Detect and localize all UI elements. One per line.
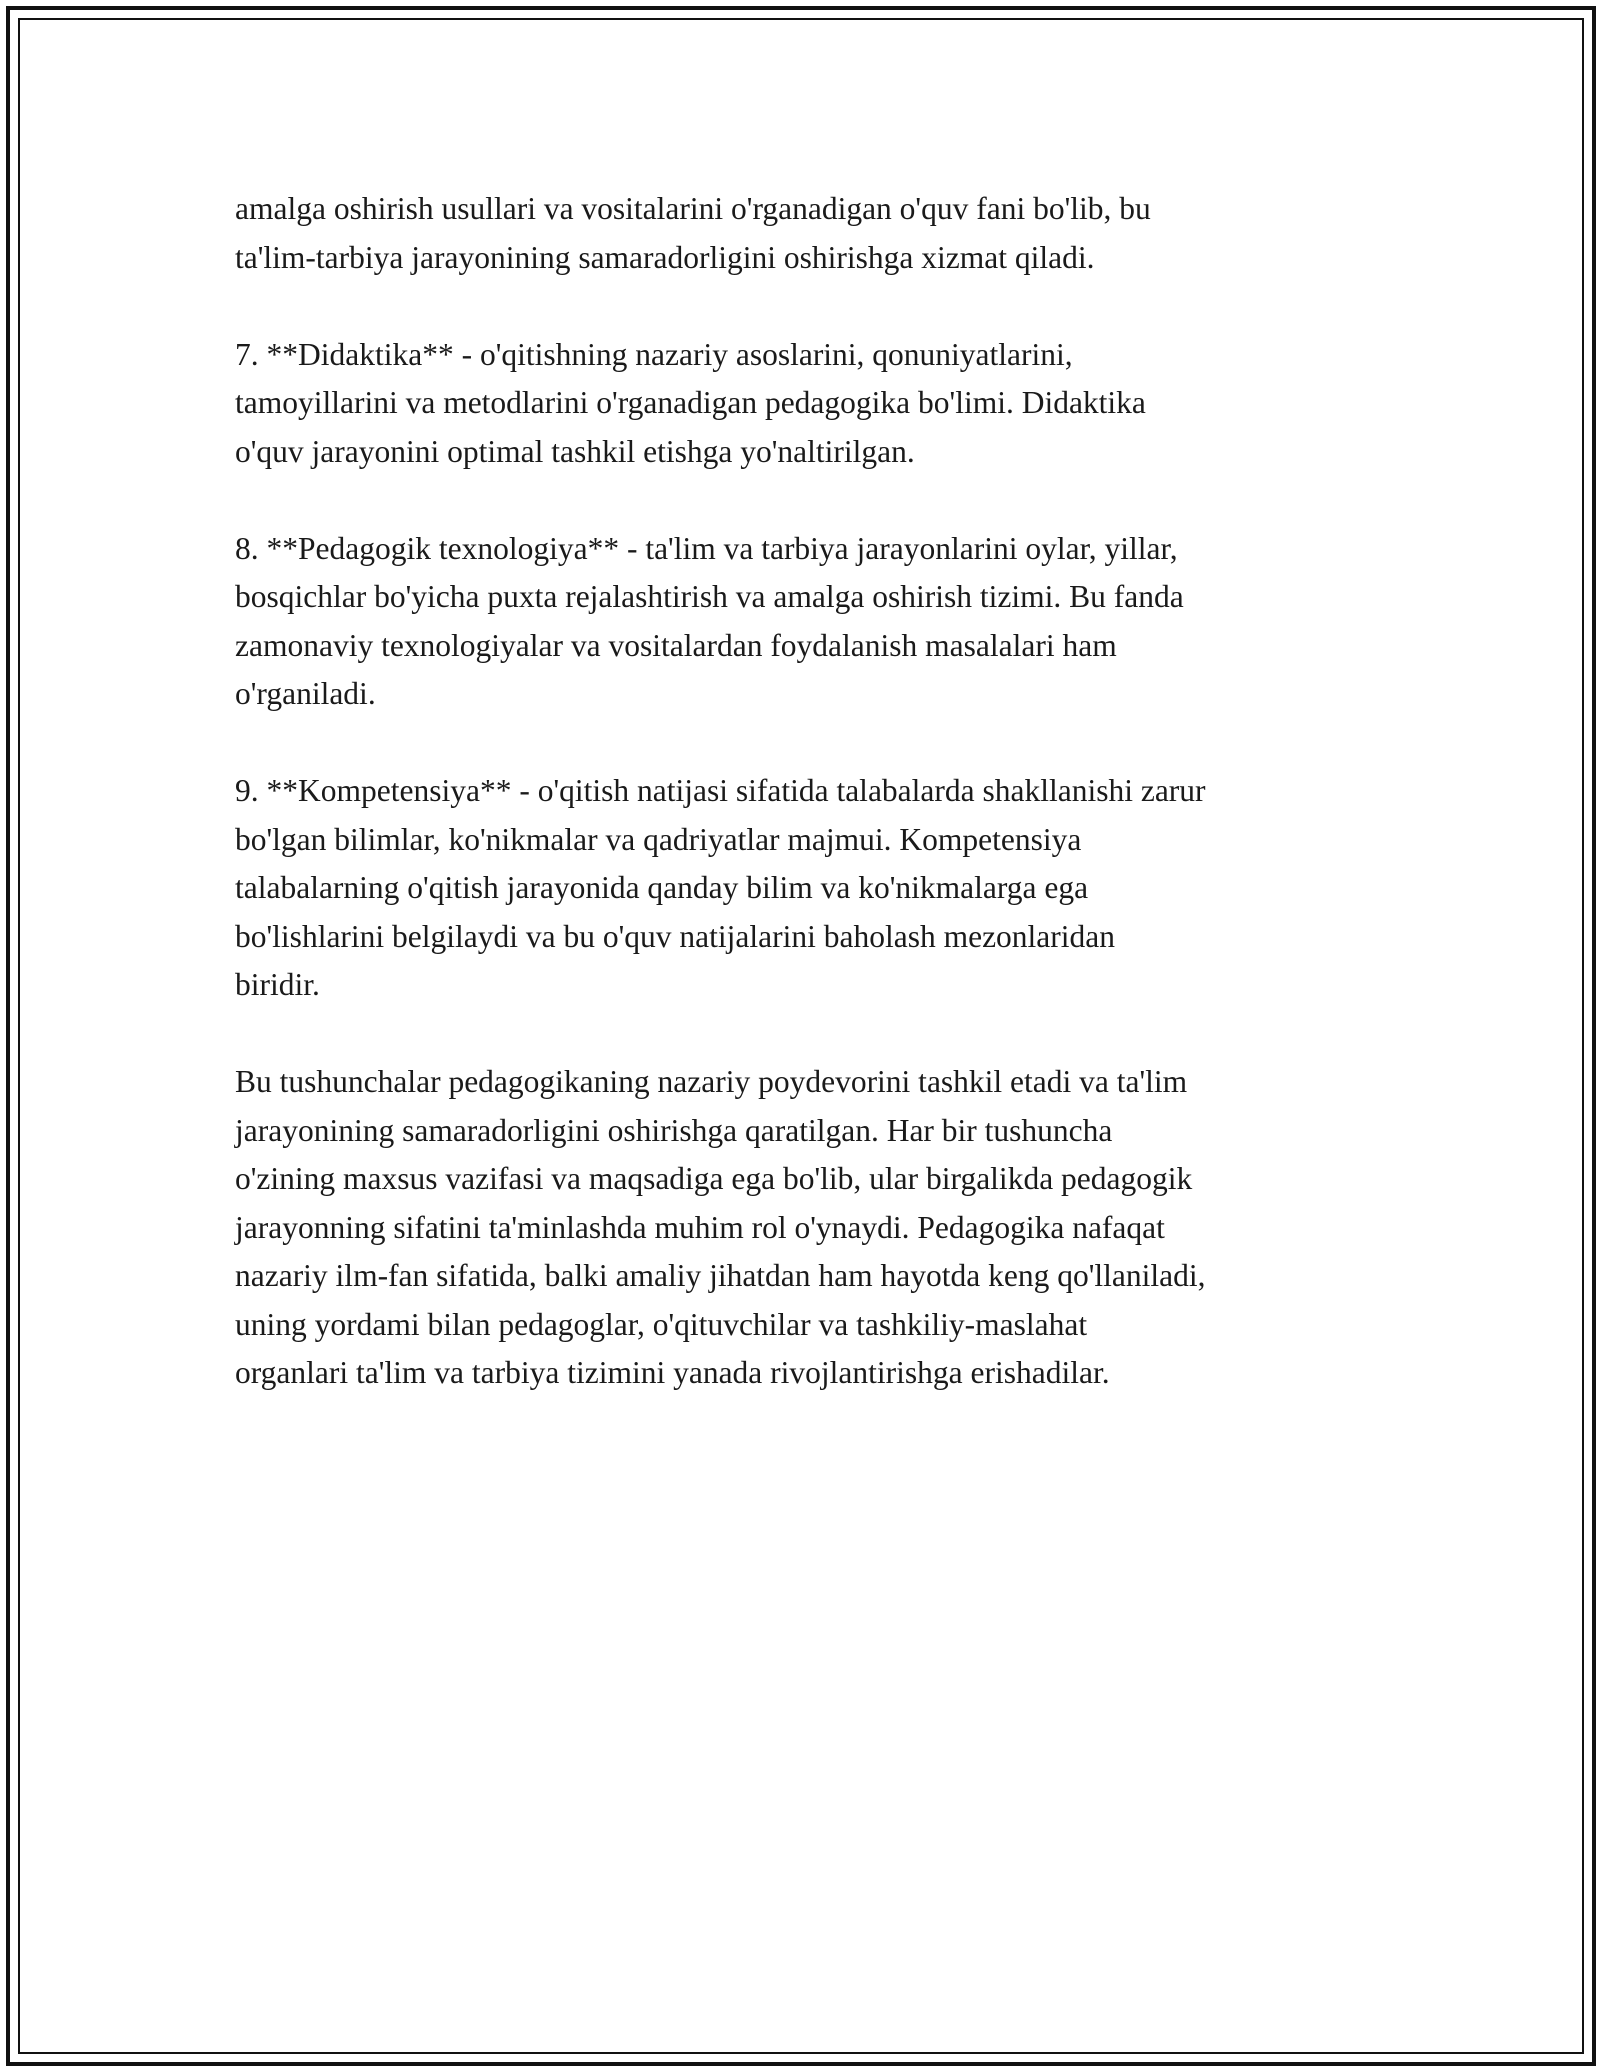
text-line: ta'lim-tarbiya jarayonining samaradorligini oshirishga xizmat qiladi.: [235, 239, 1095, 275]
text-line: o'rganiladi.: [235, 676, 376, 711]
text-line: nazariy ilm-fan sifatida, balki amaliy jihatdan ham hayotda keng qo'llaniladi,: [235, 1258, 1206, 1293]
text-line: bo'lgan bilimlar, ko'nikmalar va qadriyatlar majmui. Kompetensiya: [235, 821, 1082, 857]
paragraph-didaktika: [235, 331, 1375, 477]
text-line: zamonaviy texnologiyalar va vositalardan foydalanish masalalari ham: [235, 627, 1117, 663]
text-line: 8. **Pedagogik texnologiya** - ta'lim va tarbiya jarayonlarini oylar, yillar,: [235, 530, 1178, 566]
text-line: biridir.: [235, 967, 320, 1002]
text-line: 7. **Didaktika** - o'qitishning nazariy asoslarini, qonuniyatlarini,: [235, 336, 1073, 372]
text-line: talabalarning o'qitish jarayonida qanday bilim va ko'nikmalarga ega: [235, 870, 1089, 905]
paragraph-conclusion: [235, 1058, 1375, 1398]
text-line: uning yordami bilan pedagoglar, o'qituvchilar va tashkiliy-maslahat: [235, 1306, 1088, 1342]
text-line: Bu tushunchalar pedagogikaning nazariy poydevorini tashkil etadi va ta'lim: [235, 1064, 1188, 1099]
text-line: jarayonining samaradorligini oshirishga qaratilgan. Har bir tushuncha: [235, 1112, 1113, 1148]
text-line: bosqichlar bo'yicha puxta rejalashtirish va amalga oshirish tizimi. Bu fanda: [235, 579, 1184, 614]
paragraph-kompetensiya: [235, 767, 1375, 1010]
text-line: o'zining maxsus vazifasi va maqsadiga ega bo'lib, ular birgalikda pedagogik: [235, 1161, 1193, 1196]
paragraph-pedagogik-texnologiya: [235, 525, 1375, 719]
paragraph-continuation: [235, 185, 1375, 282]
text-line: 9. **Kompetensiya** - o'qitish natijasi sifatida talabalarda shakllanishi zarur: [235, 773, 1206, 808]
text-line: amalga oshirish usullari va vositalarini o'rganadigan o'quv fani bo'lib, bu: [235, 191, 1151, 226]
text-line: o'quv jarayonini optimal tashkil etishga yo'naltirilgan.: [235, 433, 915, 469]
document-body: [235, 185, 1375, 1446]
text-line: jarayonning sifatini ta'minlashda muhim rol o'ynaydi. Pedagogika nafaqat: [235, 1209, 1165, 1245]
text-line: bo'lishlarini belgilaydi va bu o'quv natijalarini baholash mezonlaridan: [235, 918, 1116, 954]
text-line: tamoyillarini va metodlarini o'rganadigan pedagogika bo'limi. Didaktika: [235, 385, 1146, 420]
text-line: organlari ta'lim va tarbiya tizimini yanada rivojlantirishga erishadilar.: [235, 1355, 1110, 1390]
